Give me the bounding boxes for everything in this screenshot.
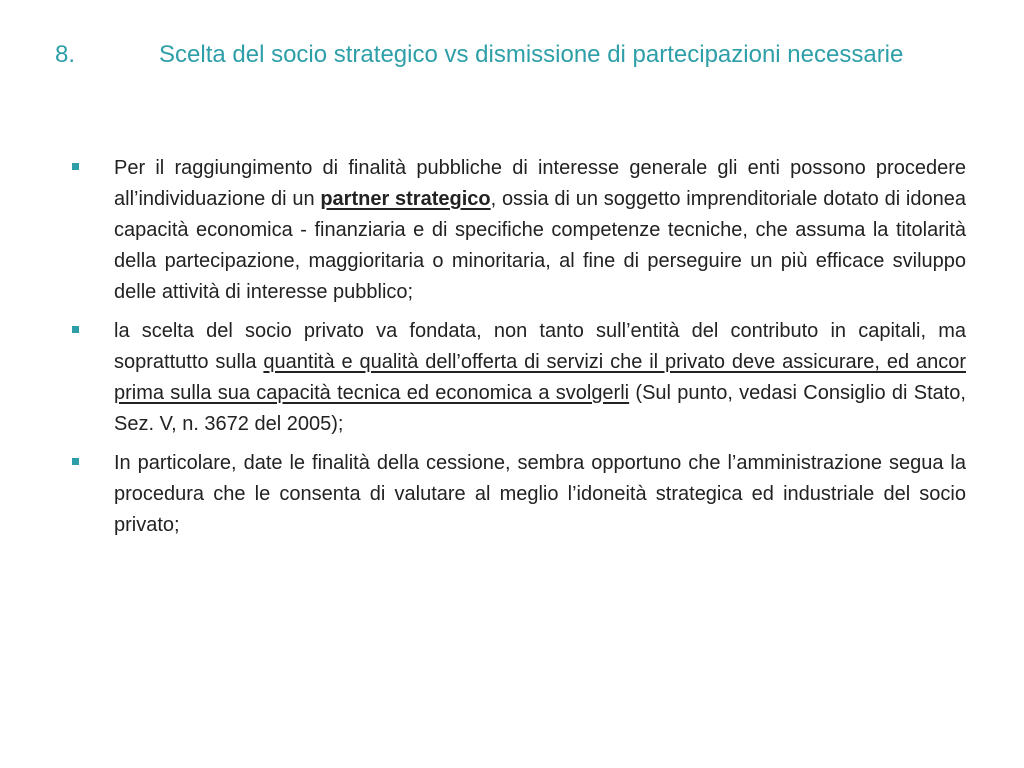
bullet-item-in-particolare bbox=[62, 448, 966, 541]
square-bullet-icon bbox=[72, 326, 79, 333]
bullet-item-scelta-socio bbox=[62, 316, 966, 440]
title-text: Scelta del socio strategico vs dismissione di partecipazioni necessarie bbox=[159, 41, 904, 68]
bullet-item-partner-strategico bbox=[62, 153, 966, 308]
emphasis-quantita-qualita: quantità e qualità dell’offerta di servizi che il privato deve assicurare, ed ancor prima sulla sua capacità tecnica ed economica a svolgerli bbox=[114, 351, 966, 404]
bullet-list bbox=[62, 153, 966, 549]
section-number: 8. bbox=[55, 41, 76, 68]
emphasis-partner-strategico: partner strategico bbox=[320, 188, 491, 210]
square-bullet-icon bbox=[72, 163, 79, 170]
slide-title bbox=[55, 36, 975, 73]
bullet-text-part: (Sul punto, vedasi Consiglio di Stato, Sez. V, n. 3672 del 2005); bbox=[114, 382, 966, 435]
bullet-text: In particolare, date le finalità della cessione, sembra opportuno che l’amministrazione segua la procedura che le consenta di valutare al meglio l’idoneità strategica ed industriale del socio privato; bbox=[114, 452, 966, 536]
square-bullet-icon bbox=[72, 458, 79, 465]
bullet-text-part: , ossia di un soggetto imprenditoriale dotato di idonea capacità economica - finanziaria e di specifiche competenze tecniche, che assuma la titolarità della partecipazione, maggioritaria o minoritaria, al fine di perseguire un più efficace sviluppo delle attività di interesse pubblico; bbox=[114, 188, 966, 303]
bullet-text-part: Per il raggiungimento di finalità pubbliche di interesse generale gli enti possono procedere all’individuazione di un bbox=[114, 157, 966, 210]
bullet-text-part: la scelta del socio privato va fondata, non tanto sull’entità del contributo in capitali, ma soprattutto sulla bbox=[114, 320, 966, 373]
